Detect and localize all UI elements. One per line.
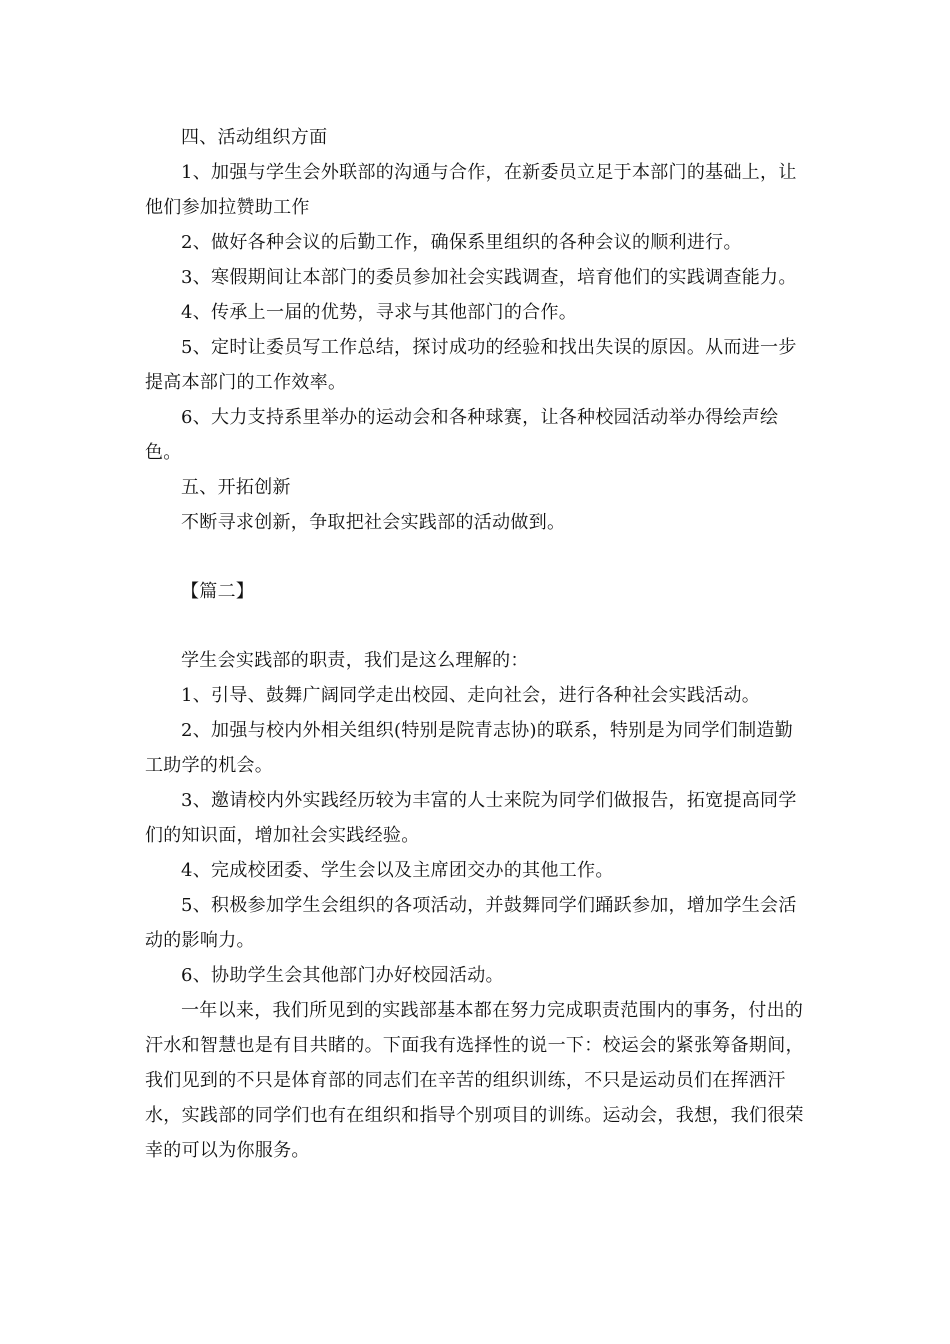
list-item: 2、加强与校内外相关组织(特别是院青志协)的联系，特别是为同学们制造勤工助学的机会。 — [145, 720, 793, 776]
document-body — [145, 120, 805, 1168]
list-item: 6、大力支持系里举办的运动会和各种球赛，让各种校园活动举办得绘声绘色。 — [145, 407, 779, 463]
list-item: 5、定时让委员写工作总结，探讨成功的经验和找出失误的原因。从而进一步提高本部门的工作效率。 — [145, 337, 797, 393]
list-item: 1、引导、鼓舞广阔同学走出校园、走向社会，进行各种社会实践活动。 — [181, 685, 761, 706]
list-item: 5、积极参加学生会组织的各项活动，并鼓舞同学们踊跃参加，增加学生会活动的影响力。 — [145, 895, 797, 951]
closing-paragraph: 不断寻求创新，争取把社会实践部的活动做到。 — [181, 512, 566, 533]
section-heading-innovation: 五、开拓创新 — [181, 477, 291, 498]
section-heading-activity-organization: 四、活动组织方面 — [181, 127, 328, 148]
summary-paragraph: 一年以来，我们所见到的实践部基本都在努力完成职责范围内的事务，付出的汗水和智慧也是有目共睹的。下面我有选择性的说一下：校运会的紧张筹备期间，我们见到的不只是体育部的同志们在辛苦的组织训练，不只是运动员们在挥洒汗水，实践部的同学们也有在组织和指导个别项目的训练。运动会，我想，我们很荣幸的可以为你服务。 — [145, 1000, 804, 1161]
intro-paragraph: 学生会实践部的职责，我们是这么理解的： — [181, 650, 529, 671]
list-item: 4、完成校团委、学生会以及主席团交办的其他工作。 — [181, 860, 614, 881]
list-item: 3、邀请校内外实践经历较为丰富的人士来院为同学们做报告，拓宽提高同学们的知识面，增加社会实践经验。 — [145, 790, 797, 846]
list-item: 1、加强与学生会外联部的沟通与合作，在新委员立足于本部门的基础上，让他们参加拉赞助工作 — [145, 162, 797, 218]
list-item: 6、协助学生会其他部门办好校园活动。 — [181, 965, 504, 986]
list-item: 4、传承上一届的优势，寻求与其他部门的合作。 — [181, 302, 578, 323]
list-item: 2、做好各种会议的后勤工作，确保系里组织的各种会议的顺利进行。 — [181, 232, 742, 253]
list-item: 3、寒假期间让本部门的委员参加社会实践调查，培育他们的实践调查能力。 — [181, 267, 797, 288]
part-two-title: 【篇二】 — [181, 581, 255, 602]
